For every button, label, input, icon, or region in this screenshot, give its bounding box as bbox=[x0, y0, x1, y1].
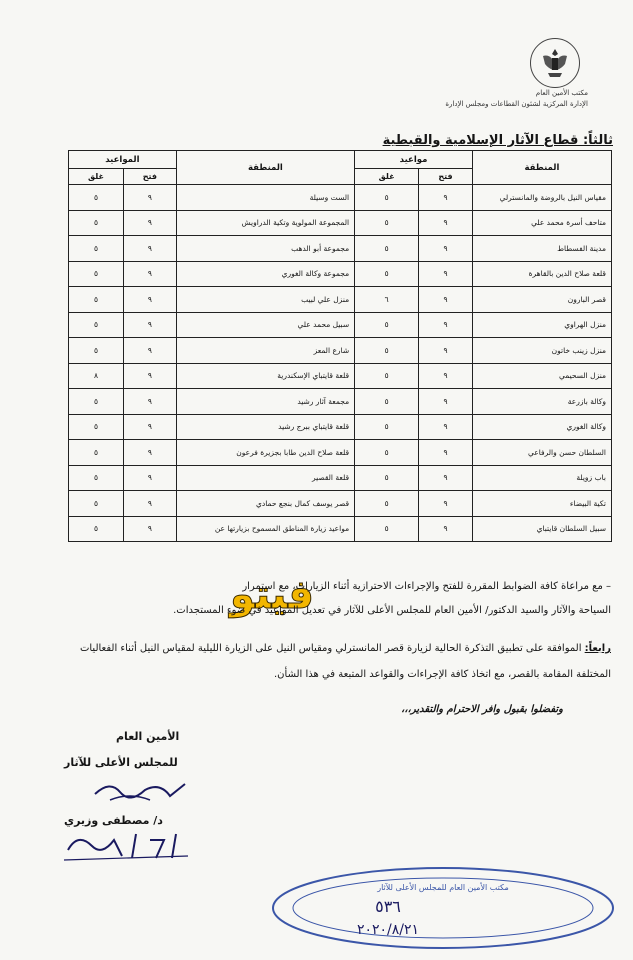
table-header-row bbox=[69, 151, 612, 169]
table-row bbox=[69, 440, 612, 466]
close-header: غلق bbox=[355, 169, 419, 185]
open-time: ٩ bbox=[419, 363, 473, 389]
area-name: قلعة صلاح الدين طابا بجزيرة فرعون bbox=[176, 440, 354, 466]
area-name: منزل زينب خاتون bbox=[472, 338, 611, 364]
area-name: منزل علي لبيب bbox=[176, 287, 354, 313]
close-header: غلق bbox=[69, 169, 124, 185]
close-time: ٥ bbox=[69, 491, 124, 517]
area-name: قصر يوسف كمال بنجع حمادي bbox=[176, 491, 354, 517]
area-name: قلعة القصير bbox=[176, 465, 354, 491]
area-name: سبيل محمد علي bbox=[176, 312, 354, 338]
table-row bbox=[69, 338, 612, 364]
close-time: ٥ bbox=[69, 465, 124, 491]
close-time: ٥ bbox=[69, 338, 124, 364]
open-time: ٩ bbox=[124, 414, 177, 440]
open-time: ٩ bbox=[124, 312, 177, 338]
paragraph-2-line-1 bbox=[80, 638, 611, 660]
area-name: مجمعة آثار رشيد bbox=[176, 389, 354, 415]
section-title: ثالثاً: قطاع الآثار الإسلامية والقبطية bbox=[382, 133, 613, 148]
area-header-left: المنطقة bbox=[176, 151, 354, 185]
open-time: ٩ bbox=[124, 210, 177, 236]
paragraph-2-line-2: المختلفة المقامة بالقصر، مع اتخاذ كافة الإجراءات والقواعد المتبعة في هذا الشأن. bbox=[274, 669, 611, 680]
close-time: ٥ bbox=[355, 516, 419, 542]
area-name: متاحف أسرة محمد علي bbox=[472, 210, 611, 236]
area-name: منزل السحيمي bbox=[472, 363, 611, 389]
handwritten-date bbox=[58, 826, 198, 864]
open-time: ٩ bbox=[419, 516, 473, 542]
area-name: مقياس النيل بالروضة والمانسترلي bbox=[472, 185, 611, 211]
table-row bbox=[69, 261, 612, 287]
table-row bbox=[69, 516, 612, 542]
area-header-right: المنطقة bbox=[472, 151, 611, 185]
open-time: ٩ bbox=[419, 414, 473, 440]
table-row bbox=[69, 363, 612, 389]
signatory-title: الأمين العام bbox=[116, 730, 180, 743]
area-name: مدينة الفسطاط bbox=[472, 236, 611, 262]
schedule-table bbox=[68, 150, 612, 542]
close-time: ٨ bbox=[69, 363, 124, 389]
close-time: ٥ bbox=[355, 363, 419, 389]
close-time: ٥ bbox=[69, 287, 124, 313]
open-time: ٩ bbox=[419, 287, 473, 313]
area-name: مواعيد زيارة المناطق المسموح بزيارتها عن bbox=[176, 516, 354, 542]
close-time: ٥ bbox=[355, 312, 419, 338]
table-row bbox=[69, 185, 612, 211]
stamp-org: مكتب الأمين العام للمجلس الأعلى للآثار bbox=[377, 883, 509, 892]
open-time: ٩ bbox=[419, 440, 473, 466]
open-time: ٩ bbox=[419, 465, 473, 491]
paragraph-2-text: الموافقة على تطبيق التذكرة الحالية لزيارة قصر المانسترلي ومقياس النيل على الزيارة الليلية لمقياس النيل أثناء الفعاليات bbox=[79, 643, 582, 654]
official-stamp bbox=[268, 864, 618, 952]
area-name: السلطان حسن والرفاعي bbox=[472, 440, 611, 466]
open-time: ٩ bbox=[124, 389, 177, 415]
area-name: سبيل السلطان قايتباي bbox=[472, 516, 611, 542]
close-time: ٥ bbox=[355, 261, 419, 287]
area-name: قلعة قايتباي الإسكندرية bbox=[176, 363, 354, 389]
open-time: ٩ bbox=[419, 312, 473, 338]
table-row bbox=[69, 210, 612, 236]
open-time: ٩ bbox=[124, 516, 177, 542]
area-name: الست وسيلة bbox=[176, 185, 354, 211]
close-time: ٥ bbox=[355, 338, 419, 364]
close-time: ٦ bbox=[355, 287, 419, 313]
close-time: ٥ bbox=[355, 210, 419, 236]
times-header-left: المواعيد bbox=[69, 151, 177, 169]
open-time: ٩ bbox=[419, 185, 473, 211]
open-time: ٩ bbox=[124, 363, 177, 389]
open-time: ٩ bbox=[124, 440, 177, 466]
stamp-number: ٥٣٦ bbox=[375, 897, 401, 916]
paragraph-1-line-2: السياحة والآثار والسيد الدكتور/ الأمين العام للمجلس الأعلى للآثار في تعديل المواعيد في ضوء المستجدات. bbox=[173, 605, 611, 616]
area-name: قلعة قايتباي ببرج رشيد bbox=[176, 414, 354, 440]
table-row bbox=[69, 491, 612, 517]
close-time: ٥ bbox=[355, 440, 419, 466]
close-time: ٥ bbox=[69, 185, 124, 211]
close-time: ٥ bbox=[355, 491, 419, 517]
open-time: ٩ bbox=[124, 465, 177, 491]
area-name: المجموعة المولوية وتكية الدراويش bbox=[176, 210, 354, 236]
area-name: وكالة الغوري bbox=[472, 414, 611, 440]
close-time: ٥ bbox=[69, 389, 124, 415]
table-row bbox=[69, 465, 612, 491]
signatory-council: للمجلس الأعلى للآثار bbox=[64, 756, 178, 769]
open-time: ٩ bbox=[124, 287, 177, 313]
handwritten-signature bbox=[90, 772, 190, 808]
open-time: ٩ bbox=[124, 236, 177, 262]
open-header: فتح bbox=[124, 169, 177, 185]
close-time: ٥ bbox=[69, 236, 124, 262]
open-time: ٩ bbox=[419, 338, 473, 364]
paragraph-1-line-1: – مع مراعاة كافة الضوابط المقررة للفتح والإجراءات الاحترازية أثناء الزيارات، مع استمرار bbox=[242, 581, 611, 592]
stamp-date: ٢٠٢٠/٨/٢١ bbox=[356, 922, 420, 938]
open-time: ٩ bbox=[419, 389, 473, 415]
table-row bbox=[69, 312, 612, 338]
table-row bbox=[69, 389, 612, 415]
open-time: ٩ bbox=[419, 210, 473, 236]
open-time: ٩ bbox=[124, 338, 177, 364]
close-time: ٥ bbox=[355, 414, 419, 440]
close-time: ٥ bbox=[69, 440, 124, 466]
open-time: ٩ bbox=[419, 236, 473, 262]
area-name: باب زويلة bbox=[472, 465, 611, 491]
area-name: مجموعة وكالة الغوري bbox=[176, 261, 354, 287]
close-time: ٥ bbox=[69, 261, 124, 287]
area-name: شارع المعز bbox=[176, 338, 354, 364]
office-line: مكتب الأمين العام bbox=[535, 89, 588, 97]
open-header: فتح bbox=[419, 169, 473, 185]
close-time: ٥ bbox=[69, 210, 124, 236]
egypt-eagle-icon bbox=[530, 38, 580, 88]
area-name: منزل الهراوي bbox=[472, 312, 611, 338]
open-time: ٩ bbox=[419, 491, 473, 517]
close-time: ٥ bbox=[355, 185, 419, 211]
table-row bbox=[69, 236, 612, 262]
close-time: ٥ bbox=[69, 414, 124, 440]
closing-line: وتفضلوا بقبول وافر الاحترام والتقدير،،، bbox=[401, 704, 563, 715]
open-time: ٩ bbox=[419, 261, 473, 287]
area-name: قصر البارون bbox=[472, 287, 611, 313]
table-row bbox=[69, 414, 612, 440]
close-time: ٥ bbox=[69, 516, 124, 542]
area-name: وكالة بازرعة bbox=[472, 389, 611, 415]
area-name: تكية البيضاء bbox=[472, 491, 611, 517]
close-time: ٥ bbox=[355, 465, 419, 491]
close-time: ٥ bbox=[355, 389, 419, 415]
area-name: قلعة صلاح الدين بالقاهرة bbox=[472, 261, 611, 287]
signatory-name: د/ مصطفى وزيري bbox=[64, 814, 163, 827]
table-row bbox=[69, 287, 612, 313]
open-time: ٩ bbox=[124, 261, 177, 287]
open-time: ٩ bbox=[124, 491, 177, 517]
times-header-right: مواعيد bbox=[355, 151, 473, 169]
close-time: ٥ bbox=[355, 236, 419, 262]
area-name: مجموعة أبو الدهب bbox=[176, 236, 354, 262]
department-line: الإدارة المركزية لشئون القطاعات ومجلس الإدارة bbox=[445, 100, 588, 108]
open-time: ٩ bbox=[124, 185, 177, 211]
close-time: ٥ bbox=[69, 312, 124, 338]
watermark-text: فيتو bbox=[230, 572, 314, 618]
paragraph-2-label: رابعاً: bbox=[584, 643, 611, 654]
